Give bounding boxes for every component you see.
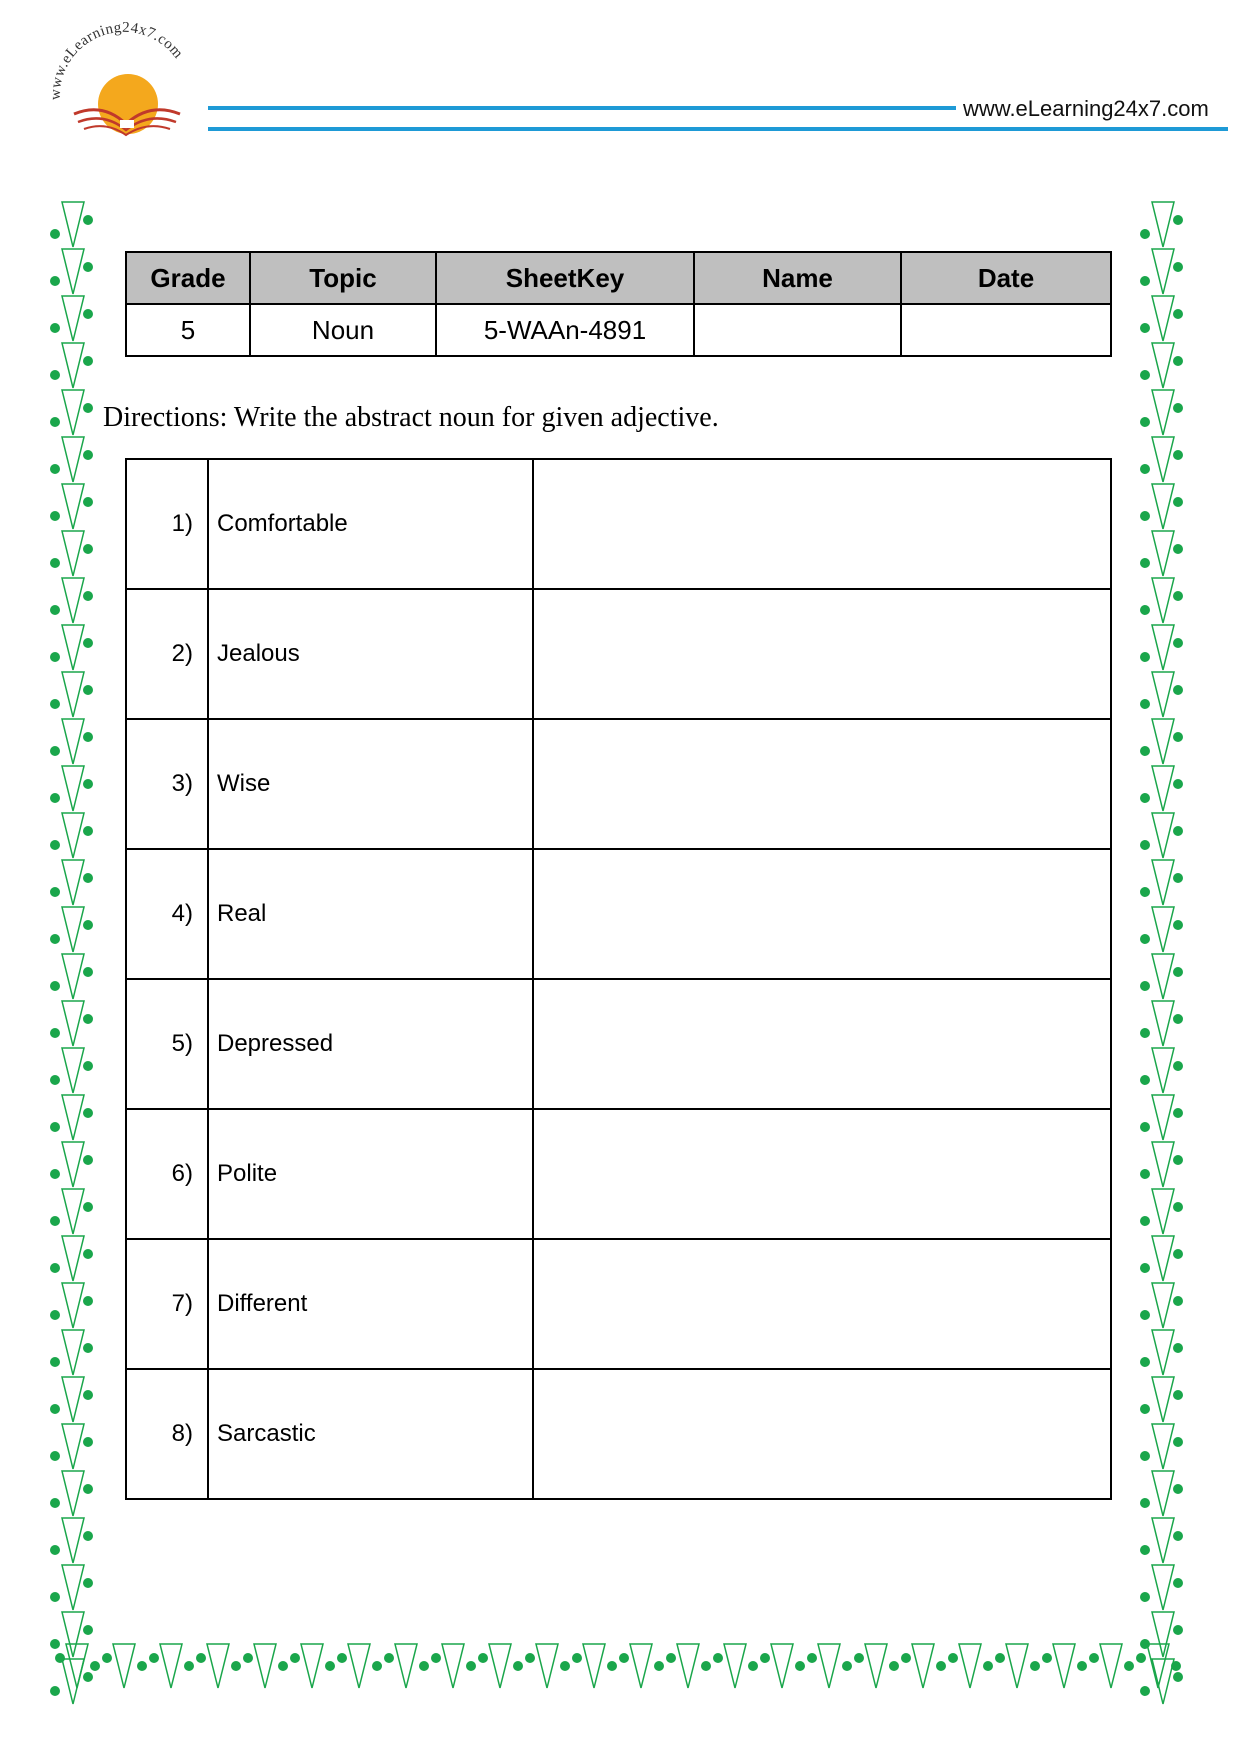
question-table [125, 458, 1112, 1500]
question-adjective: Real [208, 849, 533, 979]
answer-box[interactable] [533, 1369, 1111, 1499]
topic-value: Noun [250, 304, 436, 356]
question-number: 7) [126, 1239, 208, 1369]
answer-box[interactable] [533, 719, 1111, 849]
decorative-border-right [1138, 165, 1190, 1725]
answer-box[interactable] [533, 1239, 1111, 1369]
question-adjective: Sarcastic [208, 1369, 533, 1499]
date-field[interactable] [901, 304, 1111, 356]
header-rule-bottom [208, 127, 1228, 131]
question-number: 6) [126, 1109, 208, 1239]
header-rule-top [208, 106, 956, 110]
question-row [126, 1369, 1111, 1499]
grade-value: 5 [126, 304, 250, 356]
answer-box[interactable] [533, 589, 1111, 719]
topic-header: Topic [250, 252, 436, 304]
question-number: 4) [126, 849, 208, 979]
answer-box[interactable] [533, 849, 1111, 979]
answer-box[interactable] [533, 1109, 1111, 1239]
svg-text:www.eLearning24x7.com: www.eLearning24x7.com [48, 22, 187, 101]
sheetkey-value: 5-WAAn-4891 [436, 304, 694, 356]
sheetkey-header: SheetKey [436, 252, 694, 304]
question-row [126, 979, 1111, 1109]
question-row [126, 719, 1111, 849]
question-number: 2) [126, 589, 208, 719]
elearning-logo [48, 22, 208, 152]
answer-box[interactable] [533, 459, 1111, 589]
question-row [126, 849, 1111, 979]
question-row [126, 1239, 1111, 1369]
question-number: 8) [126, 1369, 208, 1499]
decorative-border-bottom [48, 1640, 1190, 1692]
question-adjective: Depressed [208, 979, 533, 1109]
answer-box[interactable] [533, 979, 1111, 1109]
question-adjective: Comfortable [208, 459, 533, 589]
question-number: 1) [126, 459, 208, 589]
question-adjective: Jealous [208, 589, 533, 719]
directions-text: Directions: Write the abstract noun for given adjective. [103, 402, 719, 433]
worksheet-info-table [125, 251, 1112, 357]
question-adjective: Wise [208, 719, 533, 849]
question-adjective: Polite [208, 1109, 533, 1239]
question-number: 3) [126, 719, 208, 849]
question-row [126, 1109, 1111, 1239]
name-field[interactable] [694, 304, 901, 356]
question-number: 5) [126, 979, 208, 1109]
name-header: Name [694, 252, 901, 304]
date-header: Date [901, 252, 1111, 304]
info-value-row [126, 304, 1111, 356]
question-row [126, 459, 1111, 589]
decorative-border-left [48, 165, 100, 1725]
grade-header: Grade [126, 252, 250, 304]
site-url: www.eLearning24x7.com [963, 96, 1209, 121]
question-adjective: Different [208, 1239, 533, 1369]
info-header-row [126, 252, 1111, 304]
question-row [126, 589, 1111, 719]
